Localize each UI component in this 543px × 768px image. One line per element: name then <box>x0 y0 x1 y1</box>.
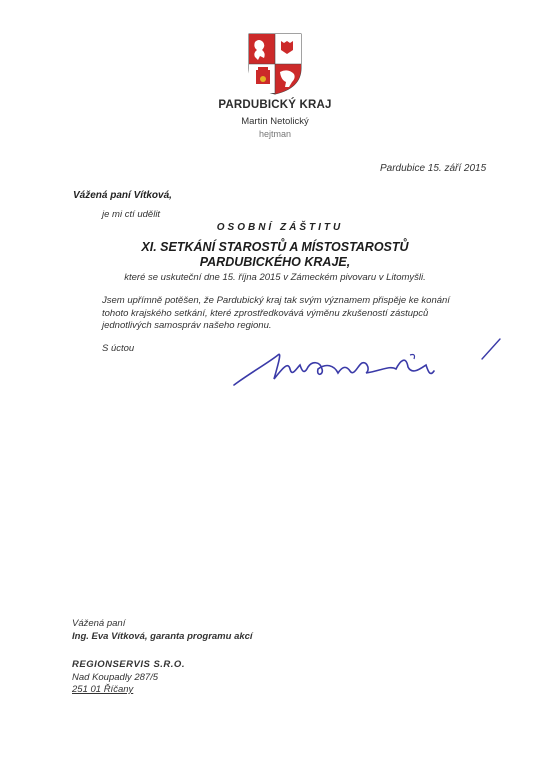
recipient-block <box>72 618 332 643</box>
salutation: Vážená paní Vítková, <box>73 190 172 201</box>
recipient-name: Ing. Eva Vítková, garanta programu akcí <box>72 630 253 642</box>
place-and-date: Pardubice 15. září 2015 <box>380 163 487 174</box>
recipient-address <box>72 659 332 697</box>
handwritten-signature <box>230 325 510 405</box>
event-title <box>110 240 440 270</box>
recipient-greeting: Vážená paní <box>72 618 126 629</box>
letter-body: Jsem upřímně potěšen, že Pardubický kraj tak svým významem přispěje ke konání tohoto krajského setkání, které zprostředkovává výměnu zkušeností zástupců jednotlivých samospráv našeho regionu. <box>102 295 450 331</box>
patronage-heading: OSOBNÍ ZÁŠTITU <box>216 222 344 233</box>
sender-name: Martin Netolický <box>241 116 309 127</box>
closing-text: S úctou <box>102 343 135 354</box>
coat-of-arms-logo <box>247 32 303 96</box>
recipient-company: REGIONSERVIS S.R.O. <box>72 659 185 670</box>
event-title-line-2: PARDUBICKÉHO KRAJE, <box>199 255 351 269</box>
event-subtitle: které se uskuteční dne 15. října 2015 v Zámeckém pivovaru v Litomyšli. <box>124 272 426 283</box>
sender-title: hejtman <box>258 129 292 139</box>
event-title-line-1: XI. SETKÁNÍ STAROSTŮ A MÍSTOSTAROSTŮ <box>141 240 409 254</box>
intro-text: je mi ctí udělit <box>102 209 161 220</box>
recipient-city: 251 01 Říčany <box>72 684 134 695</box>
recipient-street: Nad Koupadly 287/5 <box>72 671 159 683</box>
organization-name: PARDUBICKÝ KRAJ <box>218 99 332 111</box>
